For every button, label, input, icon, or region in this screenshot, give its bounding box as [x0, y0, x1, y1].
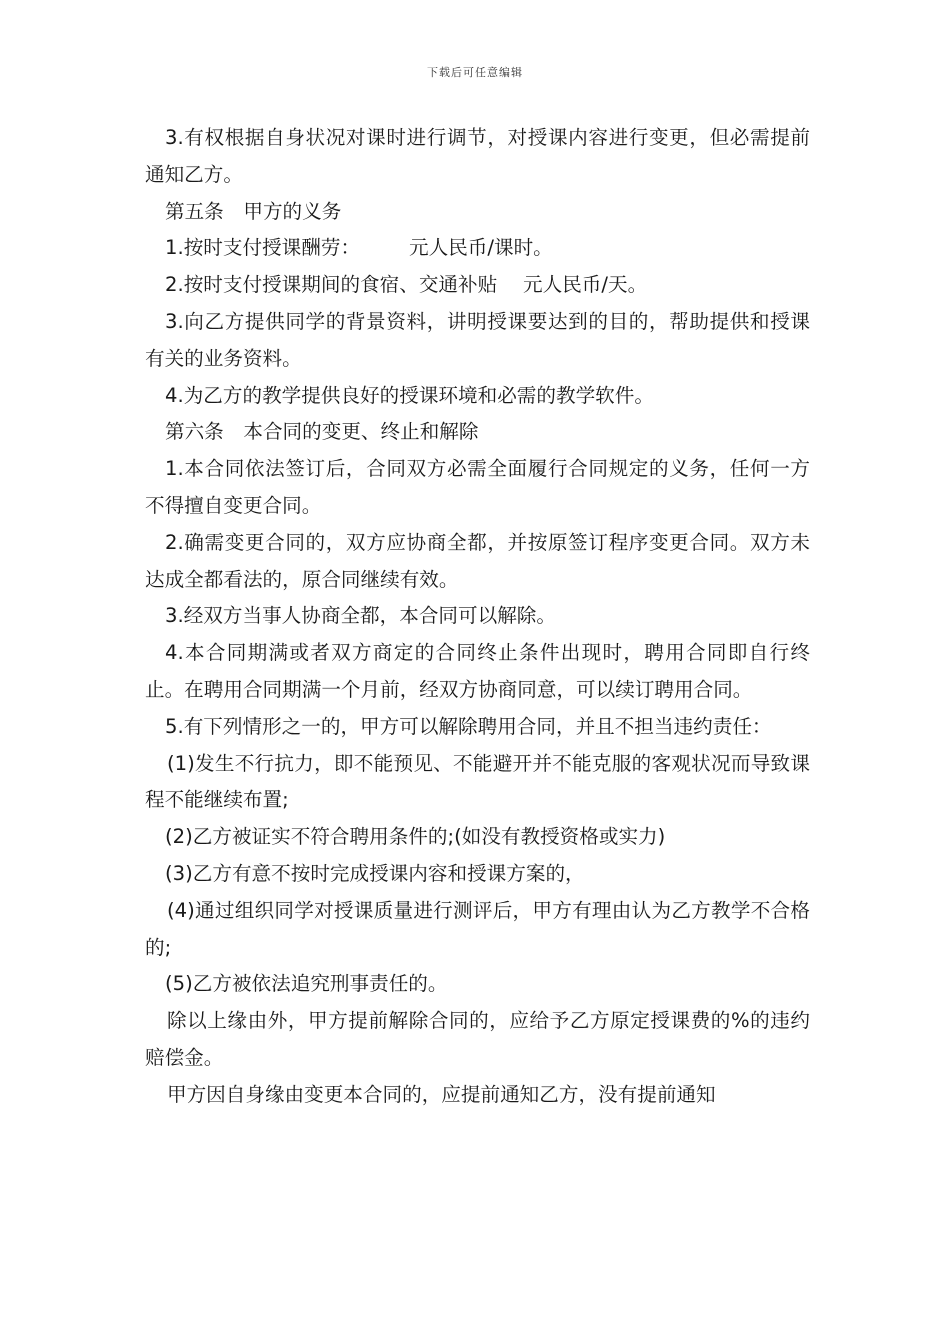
paragraph: (3)乙方有意不按时完成授课内容和授课方案的，	[165, 861, 585, 885]
paragraph: 2.确需变更合同的，双方应协商全都，并按原签订程序变更合同。双方未达成全都看法的，原合同继续有效。	[145, 530, 810, 591]
paragraph: (1)发生不行抗力，即不能预见、不能避开并不能克服的客观状况而导致课程不能继续布置;	[145, 751, 810, 812]
paragraph: 1.按时支付授课酬劳： 元人民币/课时。	[165, 236, 553, 260]
page-header-note: 下载后可任意编辑	[427, 66, 523, 79]
paragraph: (4)通过组织同学对授课质量进行测评后，甲方有理由认为乙方教学不合格的;	[145, 898, 810, 959]
paragraph: 1.本合同依法签订后，合同双方必需全面履行合同规定的义务，任何一方不得擅自变更合同。	[145, 457, 810, 517]
paragraph: 第五条 甲方的义务	[165, 199, 342, 223]
paragraph: (2)乙方被证实不符合聘用条件的;(如没有教授资格或实力)	[165, 825, 666, 849]
paragraph: 除以上缘由外，甲方提前解除合同的，应给予乙方原定授课费的%的违约赔偿金。	[145, 1009, 810, 1069]
paragraph: 4.本合同期满或者双方商定的合同终止条件出现时，聘用合同即自行终止。在聘用合同期满一个月前，经双方协商同意，可以续订聘用合同。	[145, 641, 810, 701]
document-body	[145, 120, 810, 1114]
paragraph: 3.向乙方提供同学的背景资料，讲明授课要达到的目的，帮助提供和授课有关的业务资料。	[145, 309, 810, 370]
paragraph: 2.按时支付授课期间的食宿、交通补贴 元人民币/天。	[165, 273, 648, 297]
paragraph: 第六条 本合同的变更、终止和解除	[165, 420, 479, 444]
paragraph: 4.为乙方的教学提供良好的授课环境和必需的教学软件。	[165, 383, 654, 407]
paragraph: 5.有下列情形之一的，甲方可以解除聘用合同，并且不担当违约责任：	[165, 714, 772, 738]
paragraph: 3.有权根据自身状况对课时进行调节，对授课内容进行变更，但必需提前通知乙方。	[145, 126, 810, 186]
paragraph: (5)乙方被依法追究刑事责任的。	[165, 972, 448, 996]
paragraph: 3.经双方当事人协商全都，本合同可以解除。	[165, 604, 556, 628]
paragraph: 甲方因自身缘由变更本合同的，应提前通知乙方，没有提前通知	[167, 1082, 716, 1106]
